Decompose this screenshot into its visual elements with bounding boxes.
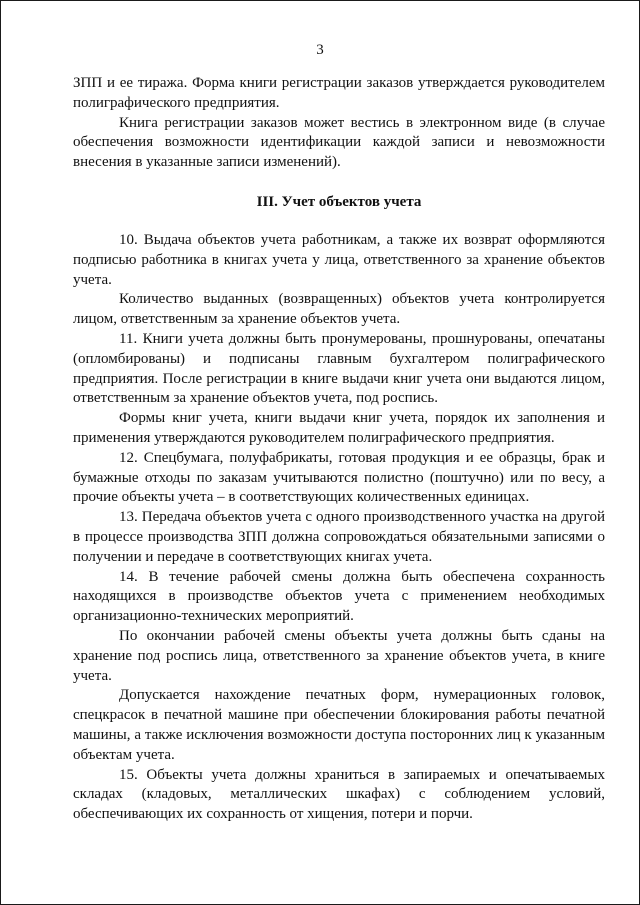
paragraph: 10. Выдача объектов учета работникам, а также их возврат оформляются подписью работника в книгах учета у лица, ответственного за хранение объектов учета.	[73, 231, 605, 288]
document-content	[73, 74, 605, 825]
section-heading: III. Учет объектов учета	[256, 193, 422, 210]
paragraph: Допускается нахождение печатных форм, нумерационных головок, спецкрасок в печатной машине при обеспечении блокирования работы печатной машины, а также исключения возможности доступа посторонних лиц к указанным объектам учета.	[73, 687, 605, 763]
paragraph: Количество выданных (возвращенных) объектов учета контролируется лицом, ответственным за хранение объектов учета.	[73, 291, 605, 328]
paragraph: 15. Объекты учета должны храниться в запираемых и опечатываемых складах (кладовых, металлических шкафах) с соблюдением условий, обеспечивающих их сохранность от хищения, потери и порчи.	[73, 766, 605, 823]
paragraph: ЗПП и ее тиража. Форма книги регистрации заказов утверждается руководителем полиграфического предприятия.	[73, 75, 605, 111]
paragraph: 13. Передача объектов учета с одного производственного участка на другой в процессе производства ЗПП должна сопровождаться обязательными записями о получении и передаче в соответствующих книгах учета.	[73, 509, 605, 565]
paragraph: 14. В течение рабочей смены должна быть обеспечена сохранность находящихся в производстве объектов учета с применением необходимых организационно-технических мероприятий.	[73, 568, 605, 625]
paragraph: Книга регистрации заказов может вестись в электронном виде (в случае обеспечения возможности идентификации каждой записи и невозможности внесения в указанные записи изменений).	[73, 114, 605, 171]
paragraph: 12. Спецбумага, полуфабрикаты, готовая продукция и ее образцы, брак и бумажные отходы по заказам учитываются полистно (поштучно) или по весу, а прочие объекты учета – в соответствующих количественных единицах.	[73, 449, 605, 506]
paragraph: 11. Книги учета должны быть пронумерованы, прошнурованы, опечатаны (опломбированы) и подписаны главным бухгалтером полиграфического предприятия. После регистрации в книге выдачи книг учета они выдаются лицом, ответственным за хранение объектов учета, под роспись.	[73, 330, 605, 407]
paragraph: Формы книг учета, книги выдачи книг учета, порядок их заполнения и применения утверждаются руководителем полиграфического предприятия.	[73, 410, 605, 446]
paragraph: По окончании рабочей смены объекты учета должны быть сданы на хранение под роспись лица, ответственного за хранение объектов учета, в книге учета.	[73, 627, 605, 684]
page-number: 3	[316, 42, 324, 58]
